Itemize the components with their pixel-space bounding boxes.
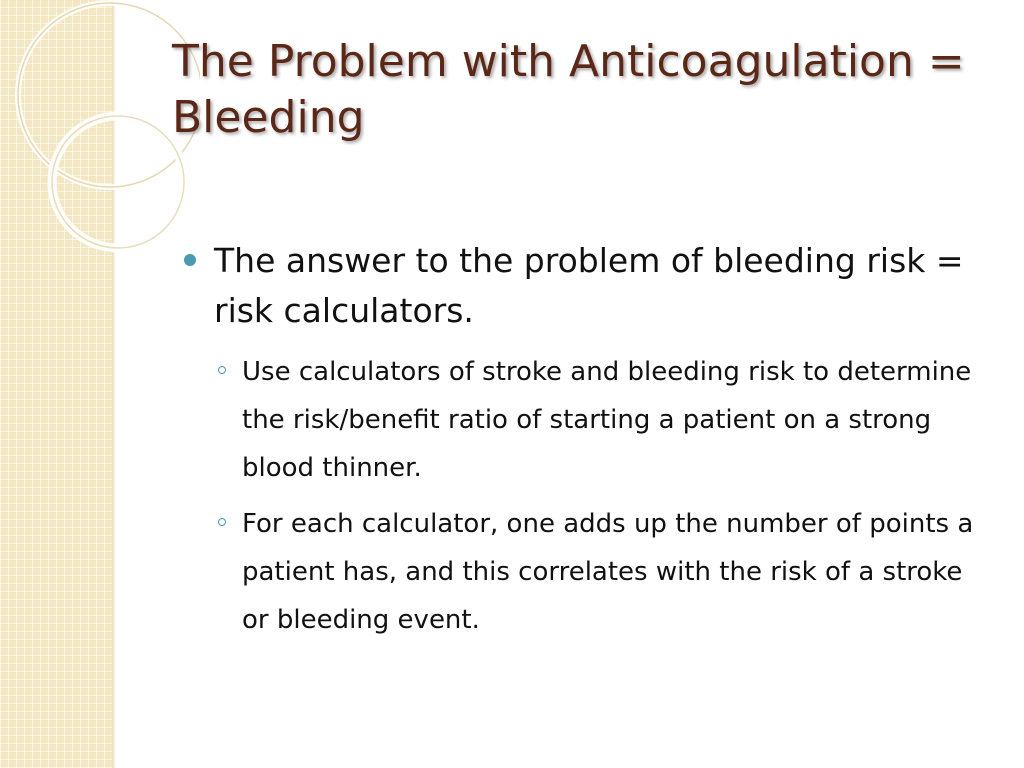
sub-bullet [180, 348, 990, 492]
sub-bullet-ring-icon [218, 366, 226, 374]
sub-bullet-text: For each calculator, one adds up the number of points a patient has, and this correlates with the risk of a stroke or bleeding event. [242, 509, 974, 635]
bullet-level-1 [180, 236, 990, 336]
bullet-dot-icon [184, 254, 196, 266]
sub-bullet-text: Use calculators of stroke and bleeding risk to determine the risk/benefit ratio of starting a patient on a strong blood thinner. [242, 357, 972, 483]
sub-bullet-ring-icon [218, 518, 226, 526]
slide-body [180, 236, 990, 652]
decorative-rings-icon [0, 0, 200, 260]
bullet-text: The answer to the problem of bleeding risk = risk calculators. [214, 241, 964, 330]
slide-title: The Problem with Anticoagulation = Bleeding [172, 36, 965, 143]
sub-bullet [180, 500, 990, 644]
